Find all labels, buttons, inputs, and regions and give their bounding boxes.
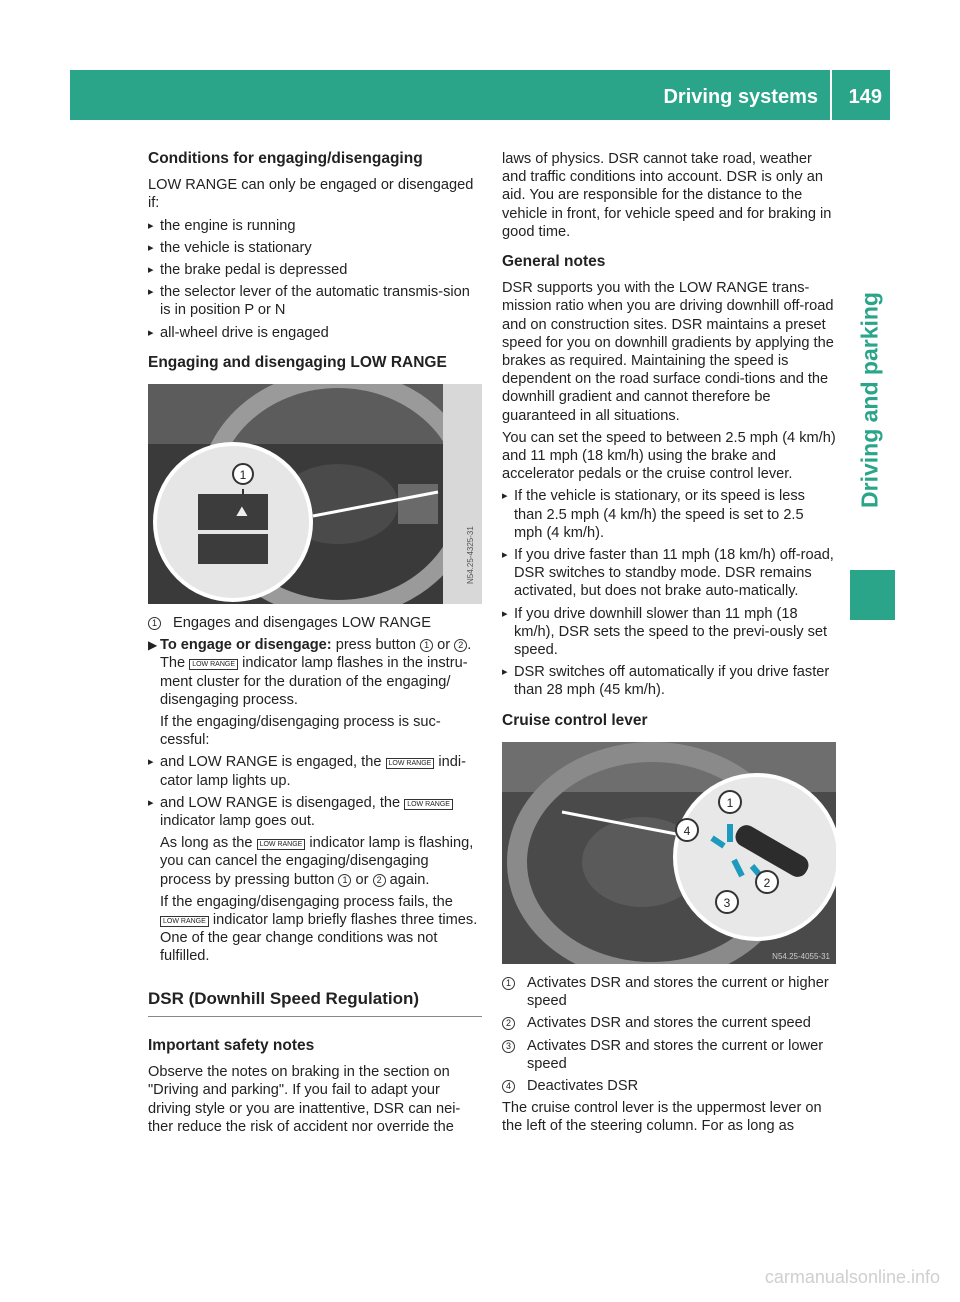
fail-note <box>160 893 482 966</box>
cancel-end: again. <box>389 871 430 888</box>
heading-cruise: Cruise control lever <box>502 711 648 729</box>
low-range-indicator-icon: LOW RANGE <box>404 799 453 810</box>
list-item: ▸ the selector lever of the automatic transmis-sion is in position P or N <box>148 283 482 319</box>
figure-legend-item <box>502 1014 836 1032</box>
step-end: . <box>467 637 472 654</box>
callout-number: 2 <box>454 639 467 652</box>
cruise-text: The cruise control lever is the uppermost lever on the left of the steering column. For as long as <box>502 1100 822 1135</box>
figure-legend-item <box>502 974 836 1010</box>
side-tab <box>845 240 895 560</box>
section-title: Driving systems <box>663 86 818 108</box>
header-bar <box>70 70 890 120</box>
success-a-end: indi-cator lamp lights up. <box>160 754 466 789</box>
legend-text: Engages and disengages LOW RANGE <box>173 615 431 632</box>
action-step <box>148 636 482 709</box>
callout-number: 1 <box>148 617 161 630</box>
figure-low-range-button <box>148 384 482 604</box>
fail-post: indicator lamp briefly flashes three times. One of the gear change conditions was not fulfilled. <box>160 912 478 965</box>
footer-watermark: carmanualsonline.info <box>764 1267 940 1287</box>
low-range-indicator-icon: LOW RANGE <box>160 916 209 927</box>
left-column <box>148 150 482 1140</box>
figure-callout: 1 <box>726 795 734 810</box>
success-intro: If the engaging/disengaging process is suc-cessful: <box>160 714 441 749</box>
cancel-note <box>160 834 482 889</box>
figure-callout: 2 <box>763 875 771 890</box>
callout-number: 1 <box>338 874 351 887</box>
header-divider <box>830 70 832 120</box>
action-arrow-icon: ▶ <box>148 638 158 653</box>
list-item: ▸ the vehicle is stationary <box>148 239 482 257</box>
step-or: or <box>437 637 451 654</box>
figure-legend-item <box>502 1037 836 1073</box>
low-range-indicator-icon: LOW RANGE <box>257 839 306 850</box>
list-item: ▸ If you drive faster than 11 mph (18 km/h) off-road, DSR switches to standby mode. DSR remains activated, but does not brake auto-matically. <box>502 546 836 601</box>
right-column <box>502 150 836 1140</box>
figure-callout: 1 <box>239 468 247 483</box>
continued-text: laws of physics. DSR cannot take road, weather and traffic conditions into account. DSR is only an aid. You are responsible for the distance to the vehicle in front, for vehicle speed and for braking in good time. <box>502 151 832 240</box>
callout-number: 4 <box>502 1080 515 1093</box>
success-list <box>148 753 482 830</box>
callout-number: 2 <box>502 1017 515 1030</box>
callout-number: 3 <box>502 1040 515 1053</box>
figure-legend-item <box>148 614 482 632</box>
list-item <box>148 753 482 789</box>
heading-dsr: DSR (Downhill Speed Regulation) <box>148 988 420 1008</box>
success-b-end: indicator lamp goes out. <box>160 813 315 830</box>
general-text: DSR supports you with the LOW RANGE trans-mission ratio when you are driving downhill off-road and on construction sites. DSR maintains a preset speed for you on downhill gradients by applying the brakes as required. Maintaining the speed is dependent on the road surface condi-tions and the downhill gradient and cannot therefore be guaranteed in all situations. <box>502 280 834 424</box>
callout-number: 2 <box>373 874 386 887</box>
list-item: ▸ the engine is running <box>148 217 482 235</box>
list-item: ▸ all-wheel drive is engaged <box>148 324 482 342</box>
legend-text: Deactivates DSR <box>527 1077 639 1094</box>
legend-text: Activates DSR and stores the current or higher speed <box>527 974 829 1010</box>
step-text: press button <box>335 637 417 654</box>
heading-general: General notes <box>502 253 606 271</box>
cancel-or: or <box>355 871 369 888</box>
fail-pre: If the engaging/disengaging process fails, the <box>160 893 453 910</box>
heading-safety: Important safety notes <box>148 1036 315 1054</box>
figure-legend-item <box>502 1077 836 1095</box>
dsr-section-header <box>148 990 482 1017</box>
list-item: ▸ the brake pedal is depressed <box>148 261 482 279</box>
step-label: To engage or disengage: <box>160 637 332 654</box>
steering-wheel-illustration <box>502 742 836 964</box>
speed-text: You can set the speed to between 2.5 mph (4 km/h) and 11 mph (18 km/h) using the brake and accelerator pedals or the cruise control lever. <box>502 429 836 483</box>
figure-callout: 3 <box>723 895 731 910</box>
list-item <box>148 794 482 830</box>
callout-number: 1 <box>420 639 433 652</box>
cancel-mid: indicator lamp is flashing, you can cancel the engaging/disengaging process by pressing button <box>160 835 474 888</box>
cancel-pre: As long as the <box>160 835 253 852</box>
figure-code: N54.25-4325-31 <box>466 526 475 585</box>
safety-text: Observe the notes on braking in the section on "Driving and parking". If you fail to adapt your driving style or you are inattentive, DSR can nei-ther reduce the risk of accident nor override the <box>148 1064 461 1135</box>
svg-text:⛰: ⛰ <box>236 504 248 521</box>
success-a-text: and LOW RANGE is engaged, the <box>160 754 382 771</box>
dashboard-illustration <box>148 384 482 604</box>
side-tab-label: Driving and parking <box>856 292 883 508</box>
low-range-indicator-icon: LOW RANGE <box>189 659 238 670</box>
conditions-list <box>148 217 482 342</box>
figure-cruise-lever <box>502 742 836 964</box>
flash-pre: The <box>160 655 186 672</box>
list-item: ▸ If you drive downhill slower than 11 mph (18 km/h), DSR sets the speed to the previ-ously set speed. <box>502 605 836 660</box>
legend-text: Activates DSR and stores the current or lower speed <box>527 1037 824 1072</box>
flash-text: indicator lamp flashes in the instru-ment cluster for the duration of the engaging/ disengaging process. <box>160 655 468 708</box>
figure-callout: 4 <box>683 823 691 838</box>
low-range-indicator-icon: LOW RANGE <box>386 758 435 769</box>
conditions-intro: LOW RANGE can only be engaged or disengaged if: <box>148 177 474 212</box>
callout-number: 1 <box>502 977 515 990</box>
page-number: 149 <box>848 86 882 108</box>
speed-list <box>502 487 836 699</box>
success-b-text: and LOW RANGE is disengaged, the <box>160 794 401 811</box>
side-tab-marker <box>850 570 895 620</box>
list-item: ▸ DSR switches off automatically if you drive faster than 28 mph (45 km/h). <box>502 663 836 699</box>
list-item: ▸ If the vehicle is stationary, or its speed is less than 2.5 mph (4 km/h) the speed is set to 2.5 mph (4 km/h). <box>502 487 836 542</box>
heading-conditions: Conditions for engaging/disengaging <box>148 150 423 167</box>
heading-engaging: Engaging and disengaging LOW RANGE <box>148 353 447 371</box>
legend-text: Activates DSR and stores the current speed <box>527 1015 811 1032</box>
figure-code: N54.25-4055-31 <box>772 951 830 961</box>
